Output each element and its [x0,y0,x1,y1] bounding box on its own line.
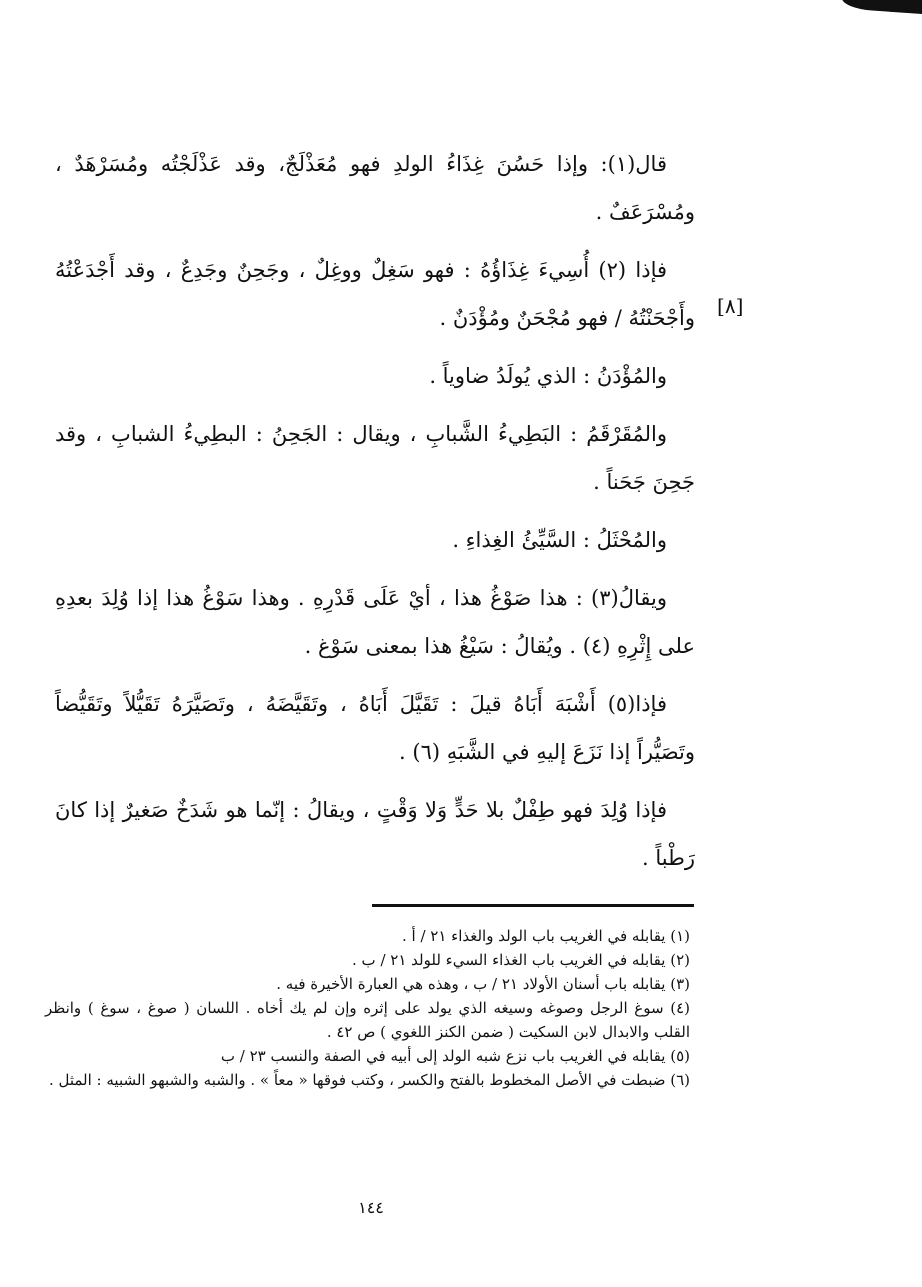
paragraph-4: والمُقَرْقَمُ : البَطِيءُ الشَّبابِ ، ويقال : الجَحِنُ : البطِيءُ الشبابِ ، وقد جَحِنَ جَحَناً . [55,422,695,494]
footnote-5: (٥) يقابله في الغريب باب نزع شبه الولد إلى أبيه في الصفة والنسب ٢٣ / ب [220,1047,690,1065]
paragraph-7: فإذا(٥) أَشْبَهَ أَبَاهُ قيلَ : تَقَيَّلَ أَبَاهُ ، وتَقَيَّضَهُ ، وتَصَيَّرَهُ تَقَيُّلاً وتَقَيُّضاً وتَصَيُّراً إذا نَزَعَ إليهِ في الشَّبَهِ (٦) . [55,692,695,764]
footnote-4: (٤) سوغ الرجل وصوغه وسيغه الذي يولد على إثره وإن لم يك أخاه . اللسان ( صوغ ، سوغ ) وانظر القلب والابدال لابن السكيت ( ضمن الكنز اللغوي ) ص ٤٢ . [45,999,690,1041]
scan-edge-mark [842,0,922,14]
margin-page-reference: [٨] [717,294,744,318]
footnote-2: (٢) يقابله في الغريب باب الغذاء السيء للولد ٢١ / ب . [352,951,690,969]
page-number: ١٤٤ [358,1198,384,1217]
paragraph-8: فإذا وُلِدَ فهو طِفْلٌ بلا حَدٍّ وَلا وَقْتٍ ، ويقالُ : إنّما هو شَدَخٌ صَغيرٌ إذا كانَ رَطْباً . [55,798,695,870]
footnote-6: (٦) ضبطت في الأصل المخطوط بالفتح والكسر ، وكتب فوقها « معاً » . والشبه والشبهو الشبيه : المثل . [48,1071,690,1089]
paragraph-6: ويقالُ(٣) : هذا صَوْغُ هذا ، أيْ عَلَى قَدْرِهِ . وهذا سَوْغُ هذا إذا وُلِدَ بعدِهِ على إِثْرِهِ (٤) . ويُقالُ : سَيْغُ هذا بمعنى سَوْغ . [55,586,695,658]
paragraph-5: والمُحْثَلُ : السَّيِّئُ الغِذاءِ . [452,528,667,552]
footnote-3: (٣) يقابله باب أسنان الأولاد ٢١ / ب ، وهذه هي العبارة الأخيرة فيه . [276,975,690,993]
footnote-separator [372,904,694,907]
main-text [55,140,695,892]
footnote-1: (١) يقابله في الغريب باب الولد والغذاء ٢١ / أ . [401,927,690,945]
paragraph-3: والمُؤْدَنُ : الذي يُولَدُ ضاوياً . [429,364,667,388]
paragraph-1: قال(١): وإذا حَسُنَ غِذَاءُ الولدِ فهو مُعَذْلَجٌ، وقد عَذْلَجْتُه ومُسَرْهَدٌ ، ومُسْرَعَفٌ . [55,152,695,224]
paragraph-2: فإذا (٢) أُسِيءَ غِذَاؤُهُ : فهو سَغِلٌ ووغِلٌ ، وجَحِنٌ وجَدِعٌ ، وقد أَجْدَعْتُهُ وأَجْحَنْتُهُ / فهو مُجْحَنٌ ومُؤْدَنٌ . [55,258,695,330]
footnotes [45,924,690,1092]
